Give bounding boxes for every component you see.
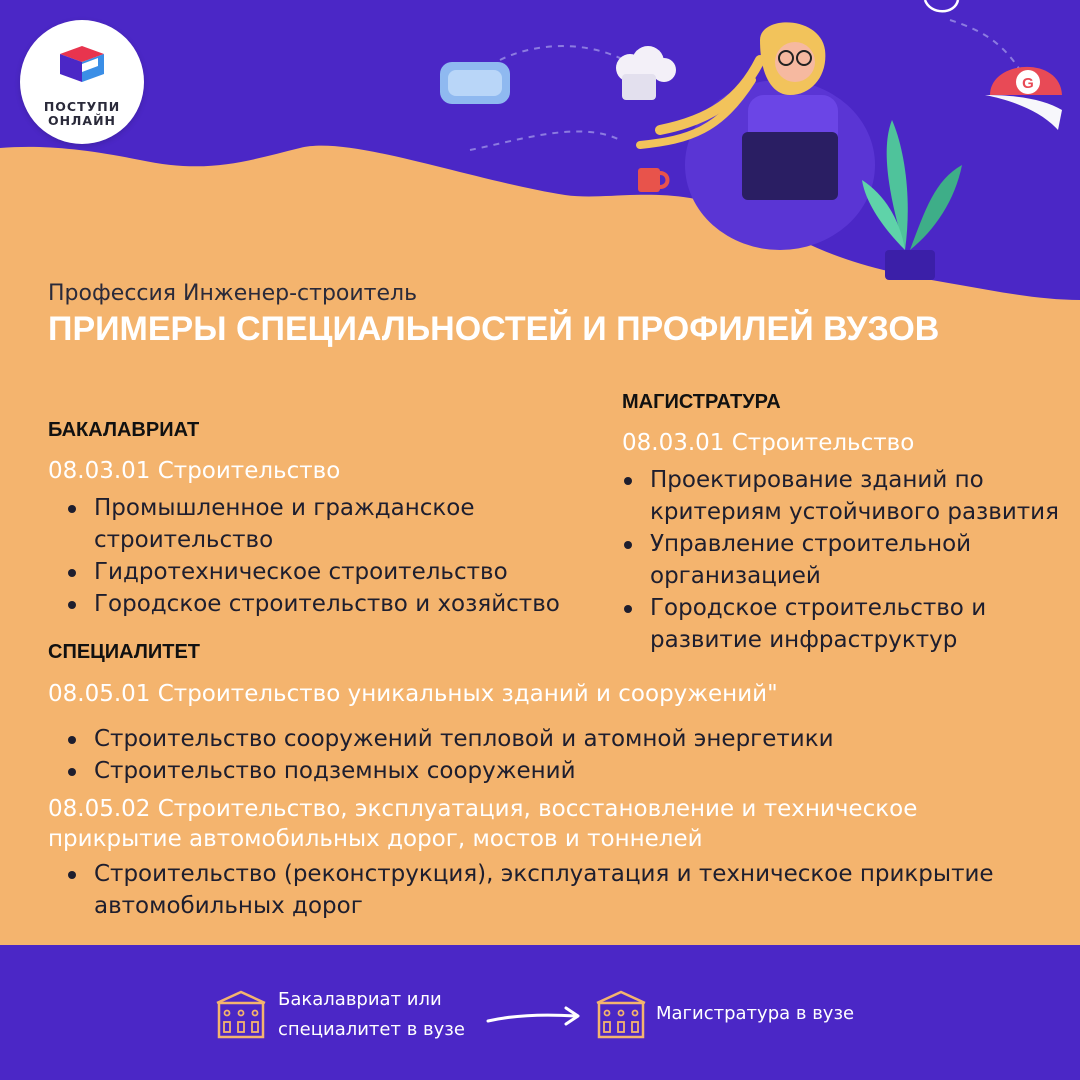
list-item: Строительство подземных сооружений: [48, 755, 1048, 787]
page-title: ПРИМЕРЫ СПЕЦИАЛЬНОСТЕЙ И ПРОФИЛЕЙ ВУЗОВ: [48, 310, 940, 348]
university-building-icon: [214, 989, 268, 1041]
list-item: Городское строительство и хозяйство: [48, 588, 568, 620]
footer-step-1: Бакалавриат или специалитет в вузе: [278, 989, 465, 1040]
logo-text: [20, 100, 144, 128]
header-illustration: [0, 0, 1080, 300]
bachelor-heading: БАКАЛАВРИАТ: [48, 419, 200, 441]
list-item: Промышленное и гражданское строительство: [48, 492, 568, 556]
specialist-profile-list-2: [48, 858, 1038, 922]
specialist-heading: СПЕЦИАЛИТЕТ: [48, 641, 201, 663]
list-item: Строительство (реконструкция), эксплуатация и техническое прикрытие автомобильных дорог: [48, 858, 1038, 922]
footer-step-2: Магистратура в вузе: [656, 1003, 855, 1024]
footer-path: [0, 945, 1080, 1080]
vr-headset-icon: [440, 62, 510, 104]
logo-line-1: ПОСТУПИ: [43, 99, 121, 114]
logo-line-2: ОНЛАЙН: [47, 113, 117, 128]
list-item: Проектирование зданий по критериям устойчивого развития: [604, 464, 1070, 528]
master-profile-list: [604, 464, 1070, 656]
specialist-program-code-1: 08.05.01 Строительство уникальных зданий и сооружений": [48, 681, 778, 707]
arrow-right-icon: [484, 1005, 584, 1029]
specialist-program-code-2: 08.05.02 Строительство, эксплуатация, восстановление и техническое прикрытие автомобильных дорог, мостов и тоннелей: [48, 796, 918, 852]
logo-mark-icon: [52, 42, 112, 94]
list-item: Управление строительной организацией: [604, 528, 1070, 592]
bachelor-program-code: 08.03.01 Строительство: [48, 458, 341, 484]
profession-subtitle: Профессия Инженер-строитель: [48, 281, 418, 306]
bachelor-profile-list: [48, 492, 568, 620]
master-heading: МАГИСТРАТУРА: [622, 391, 781, 413]
list-item: Строительство сооружений тепловой и атомной энергетики: [48, 723, 1048, 755]
brand-logo[interactable]: [20, 20, 144, 144]
master-program-code: 08.03.01 Строительство: [622, 430, 915, 456]
university-building-icon: [594, 989, 648, 1041]
list-item: Гидротехническое строительство: [48, 556, 568, 588]
specialist-profile-list-1: [48, 723, 1048, 787]
list-item: Городское строительство и развитие инфраструктур: [604, 592, 1070, 656]
svg-text:G: G: [1022, 75, 1034, 92]
